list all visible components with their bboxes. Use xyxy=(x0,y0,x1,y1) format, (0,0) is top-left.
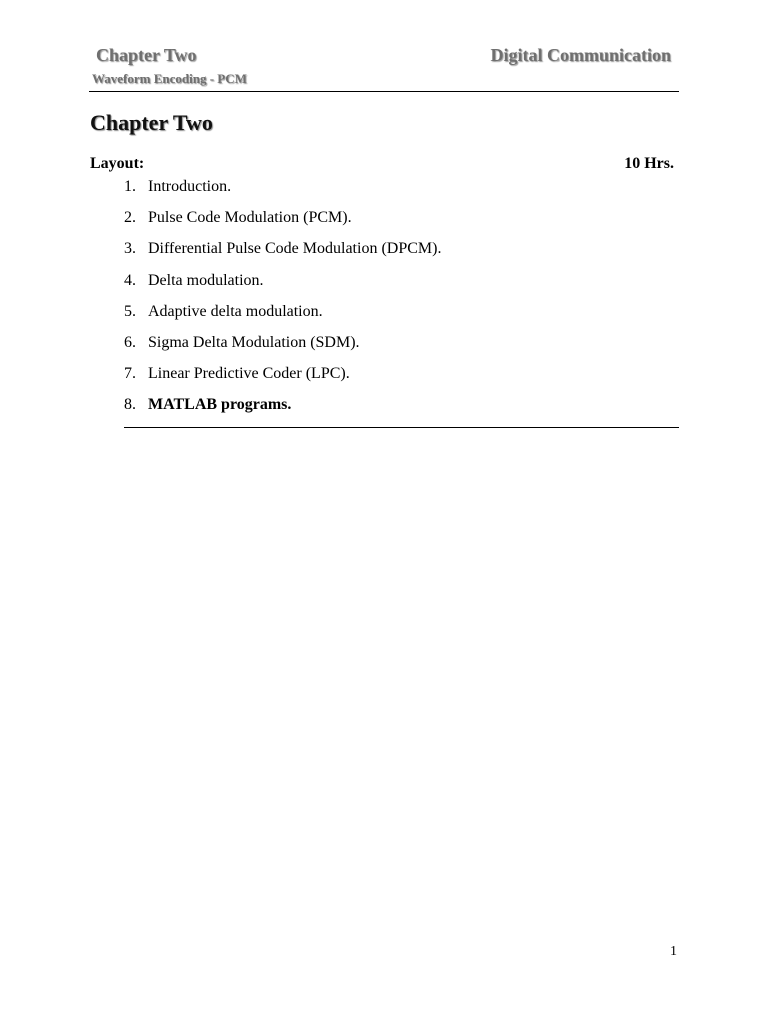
list-item-text: Differential Pulse Code Modulation (DPCM). xyxy=(148,240,442,258)
list-item-number: 1. xyxy=(124,178,136,195)
list-item-text: Adaptive delta modulation. xyxy=(148,302,323,320)
list-item-text: Linear Predictive Coder (LPC). xyxy=(148,365,350,383)
list-item-number: 4. xyxy=(124,271,136,289)
list-item xyxy=(124,395,441,426)
list-item xyxy=(124,364,441,395)
header-chapter: Chapter Two xyxy=(96,45,197,65)
list-item xyxy=(124,177,441,208)
list-item xyxy=(124,239,441,270)
list-item xyxy=(124,333,441,364)
page-number: 1 xyxy=(670,944,677,959)
list-item-number: 7. xyxy=(124,365,136,383)
header-course: Digital Communication xyxy=(490,45,671,65)
list-item-text: Introduction. xyxy=(148,178,232,195)
list-item-text: Sigma Delta Modulation (SDM). xyxy=(148,333,360,351)
header-subtitle: Waveform Encoding - PCM xyxy=(92,71,247,86)
page-title: Chapter Two xyxy=(90,110,213,135)
list-item-number: 2. xyxy=(124,209,136,227)
header-rule xyxy=(89,91,679,92)
layout-hours: 10 Hrs. xyxy=(624,155,674,172)
list-item xyxy=(124,302,441,333)
layout-label: Layout: xyxy=(90,155,145,172)
list-item-text: Pulse Code Modulation (PCM). xyxy=(148,209,352,227)
list-item xyxy=(124,208,441,239)
layout-list xyxy=(124,177,441,427)
list-item-text: MATLAB programs. xyxy=(148,396,292,414)
list-item-number: 5. xyxy=(124,302,136,320)
list-item-number: 3. xyxy=(124,240,136,258)
section-rule xyxy=(124,427,679,428)
list-item-number: 6. xyxy=(124,333,136,351)
list-item-number: 8. xyxy=(124,396,136,414)
list-item xyxy=(124,271,441,302)
list-item-text: Delta modulation. xyxy=(148,271,264,289)
